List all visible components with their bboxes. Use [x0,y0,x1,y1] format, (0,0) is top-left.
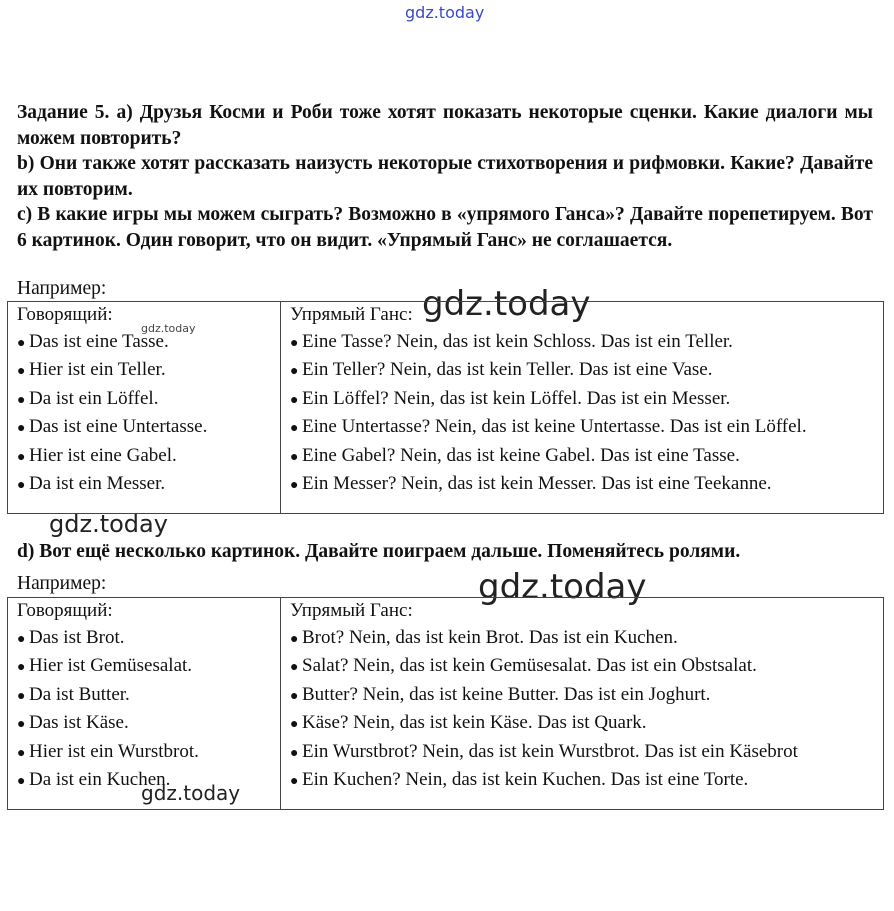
watermark-center: gdz.today [422,284,591,324]
speaker-header: Говорящий: [17,304,113,325]
speaker-column-1 [8,302,281,514]
bullet-icon: ● [290,660,299,675]
hans-line: ● Ein Teller? Nein, das ist kein Teller. Das ist eine Vase. [290,357,875,386]
hans-column-2 [281,598,884,810]
bullet-icon: ● [290,745,299,761]
dialog-table-2 [7,597,884,810]
speaker-line: ● Das ist Brot. [17,625,272,654]
hans-header: Упрямый Ганс: [290,600,413,621]
speaker-line: ● Da ist ein Löffel. [17,386,272,415]
hans-line: ● Ein Wurstbrot? Nein, das ist kein Wurstbrot. Das ist ein Käsebrot [290,739,875,768]
bullet-icon: ● [17,478,26,493]
bullet-icon: ● [290,392,299,408]
example-label-1: Например: [17,278,107,299]
speaker-line: ● Das ist eine Tasse. [17,329,272,358]
speaker-column-2 [8,598,281,810]
bullet-icon: ● [17,717,26,732]
speaker-line: ● Das ist eine Untertasse. [17,414,272,443]
hans-line: ● Eine Untertasse? Nein, das ist keine Untertasse. Das ist ein Löffel. [290,414,875,443]
hans-line: ● Brot? Nein, das ist kein Brot. Das ist ein Kuchen. [290,625,875,654]
bullet-icon: ● [290,478,299,493]
bullet-icon: ● [290,631,299,647]
hans-line: ● Ein Kuchen? Nein, das ist kein Kuchen. Das ist eine Torte. [290,767,875,796]
hans-column-1 [281,302,884,514]
bullet-icon: ● [290,449,299,465]
speaker-line: ● Da ist ein Kuchen. [17,767,272,796]
bullet-icon: ● [17,335,26,351]
hans-line: ● Ein Messer? Nein, das ist kein Messer. Das ist eine Teekanne. [290,471,875,500]
hans-line: ● Ein Löffel? Nein, das ist kein Löffel. Das ist ein Messer. [290,386,875,415]
bullet-icon: ● [290,364,299,379]
hans-line: ● Käse? Nein, das ist kein Käse. Das ist Quark. [290,710,875,739]
example-label-2: Например: [17,573,107,594]
hans-line: ● Butter? Nein, das ist keine Butter. Das ist ein Joghurt. [290,682,875,711]
watermark-small: gdz.today [141,322,196,335]
task-5-text [17,100,873,253]
watermark-top: gdz.today [405,3,485,22]
bullet-icon: ● [290,421,299,436]
bullet-icon: ● [290,774,299,789]
speaker-line: ● Da ist ein Messer. [17,471,272,500]
speaker-line: ● Da ist Butter. [17,682,272,711]
bullet-icon: ● [290,335,299,351]
bullet-icon: ● [17,364,26,379]
speaker-line: ● Hier ist ein Teller. [17,357,272,386]
hans-line: ● Eine Tasse? Nein, das ist kein Schloss. Das ist ein Teller. [290,329,875,358]
dialog-table-1 [7,301,884,514]
bullet-icon: ● [17,449,26,465]
bullet-icon: ● [290,717,299,732]
hans-header: Упрямый Ганс: [290,304,413,325]
task-5a: Задание 5. а) Друзья Косми и Роби тоже хотят показать некоторые сценки. Какие диалоги мы можем повторить? [17,102,873,149]
hans-line: ● Eine Gabel? Nein, das ist keine Gabel. Das ist eine Tasse. [290,443,875,472]
speaker-line: ● Hier ist Gemüsesalat. [17,653,272,682]
bullet-icon: ● [17,688,26,704]
bullet-icon: ● [17,660,26,675]
speaker-line: ● Hier ist eine Gabel. [17,443,272,472]
speaker-header: Говорящий: [17,600,113,621]
bullet-icon: ● [17,631,26,647]
bullet-icon: ● [17,745,26,761]
task-d: d) Вот ещё несколько картинок. Давайте поиграем дальше. Поменяйтесь ролями. [17,541,741,562]
task-5c: c) В какие игры мы можем сыграть? Возможно в «упрямого Ганса»? Давайте порепетируем. Вот 6 картинок. Один говорит, что он видит. «Упрямый Ганс» не соглашается. [17,204,873,251]
bullet-icon: ● [17,774,26,789]
watermark-left: gdz.today [49,510,168,538]
hans-line: ● Salat? Nein, das ist kein Gemüsesalat. Das ist ein Obstsalat. [290,653,875,682]
speaker-line: ● Das ist Käse. [17,710,272,739]
bullet-icon: ● [17,421,26,436]
task-5b: b) Они также хотят рассказать наизусть некоторые стихотворения и рифмовки. Какие? Давайте их повторим. [17,153,873,200]
speaker-line: ● Hier ist ein Wurstbrot. [17,739,272,768]
bullet-icon: ● [290,688,299,704]
watermark-right: gdz.today [478,567,647,607]
watermark-bottom: gdz.today [141,781,241,805]
bullet-icon: ● [17,392,26,408]
